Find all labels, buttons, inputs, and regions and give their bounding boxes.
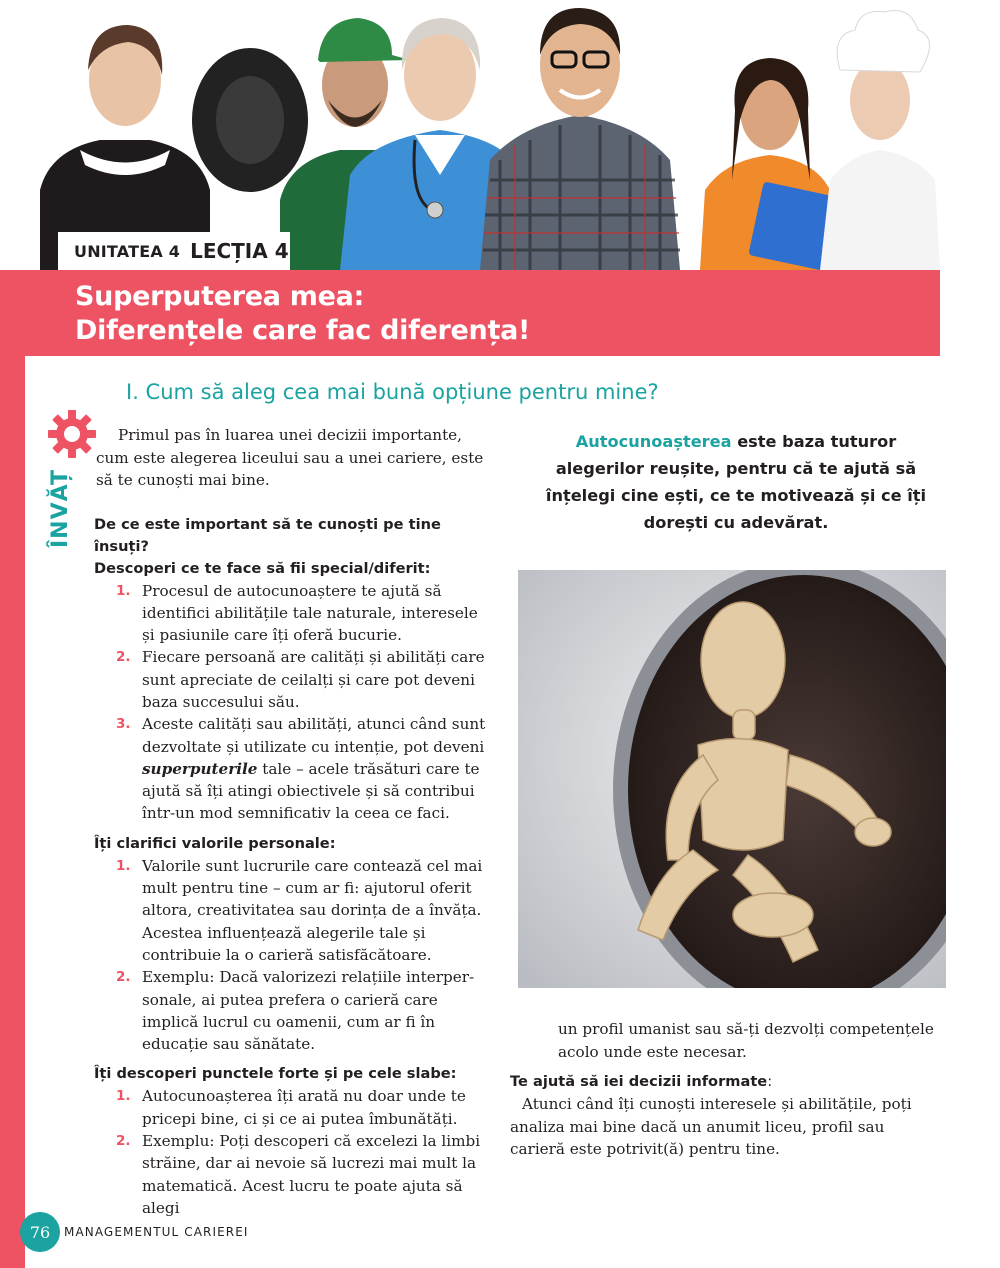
left-accent-bar	[0, 270, 25, 1268]
footer-label: MANAGEMENTUL CARIEREI	[64, 1225, 249, 1239]
subheading-personal-values: Îți clarifici valorile personale:	[94, 834, 336, 852]
person-plaid-shirt	[480, 8, 680, 270]
list-number: 2.	[116, 969, 131, 986]
section-title: I. Cum să aleg cea mai bună opțiune pentru mine?	[126, 380, 659, 404]
list-number: 1.	[116, 857, 131, 874]
list-text: Exemplu: Dacă valorizezi relațiile interpersonale, ai putea prefera o carieră care implică lucrul cu oamenii, cum ar fi în educație sau sănătate.	[142, 968, 475, 1054]
page-number-badge: 76	[20, 1212, 60, 1252]
list-number: 1.	[116, 1088, 131, 1105]
list-number: 3.	[116, 716, 131, 733]
list-text-pre: Aceste calități sau abilități, atunci când sunt dezvoltate și utilizate cu intenție, pot deveni	[142, 715, 486, 756]
lesson-title-line1: Superputerea mea:	[75, 281, 364, 312]
lesson-title	[75, 280, 530, 348]
subheading-informed-decisions	[510, 1071, 942, 1093]
list-item	[100, 855, 494, 966]
subheading-strengths-weaknesses: Îți descoperi punctele forte și pe cele slabe:	[94, 1065, 457, 1083]
list-text-emphasis: superputerile	[142, 759, 258, 778]
list-number: 1.	[116, 582, 131, 599]
lesson-title-line2: Diferențele care fac diferența!	[75, 315, 531, 346]
intro-paragraph: Primul pas în luarea unei decizii importante, cum este alegerea liceului sau a unei cariere, este să te cunoști mai bine.	[96, 426, 484, 489]
left-column	[94, 424, 494, 1219]
list-item	[100, 966, 494, 1055]
list-item	[100, 713, 494, 824]
lesson-label: LECȚIA 4	[190, 239, 289, 263]
informed-decisions-paragraph: Atunci când îți cunoști interesele și abilitățile, poți analiza mai bine dacă un anumit liceu, profil sau carieră este potrivit(ă) pentru tine.	[510, 1095, 912, 1158]
list-values	[100, 855, 494, 1056]
callout-accent: Autocunoașterea	[575, 432, 732, 451]
list-item	[100, 1130, 494, 1219]
subheading-text: Te ajută să iei decizii informate	[510, 1073, 768, 1090]
list-item	[100, 1085, 494, 1130]
list-text: Procesul de autocunoaștere te ajută să identifici abilitățile tale naturale, interesele și pasiunile care îți oferă bucurie.	[142, 581, 478, 645]
right-column	[510, 1018, 942, 1161]
list-number: 2.	[116, 1133, 131, 1150]
list-item	[100, 580, 494, 647]
list-number: 2.	[116, 649, 131, 666]
list-text: Fiecare persoană are calități și abilități care sunt apreciate de ceilalți și care pot deveni baza succesului său.	[142, 648, 485, 711]
list-self-knowledge	[100, 580, 494, 825]
list-text: Exemplu: Poți descoperi că excelezi la limbi străine, dar ai nevoie să lucrezi mai mult la matematică. Acest lucru te poate ajuta să alegi	[142, 1132, 481, 1217]
hero-professionals-image	[40, 0, 940, 270]
learn-tag	[42, 470, 82, 550]
subheading-discover-special: Descoperi ce te face să fii special/diferit:	[94, 559, 431, 577]
person-chef	[820, 10, 940, 270]
list-text-post: tale – acele trăsături care te ajută să îți atingi obiectivele și să contribui într-un mod semnificativ la ceea ce faci.	[142, 759, 480, 823]
gear-icon	[46, 408, 98, 460]
title-band	[0, 270, 940, 356]
list-item	[100, 646, 494, 713]
list-text: Autocunoașterea îți arată nu doar unde te pricepi bine, ci și ce ai putea îmbunătăți.	[142, 1087, 466, 1128]
wooden-mannequin-mirror-image	[518, 570, 946, 988]
list-text: Valorile sunt lucrurile care contează cel mai mult pentru tine – cum ar fi: ajutorul oferit altora, creativitatea sau dorința de a învăța. Acestea influențează alegerile tale și contribuie la o carieră satisfăcătoare.	[142, 856, 483, 964]
continued-paragraph: un profil umanist sau să-ți dezvolți competențele acolo unde este necesar.	[558, 1020, 934, 1061]
list-strengths	[100, 1085, 494, 1219]
subheading-why-know-yourself: De ce este important să te cunoști pe tine însuți?	[94, 515, 441, 555]
unit-label: UNITATEA 4	[74, 241, 181, 261]
unit-lesson-tab	[58, 232, 290, 270]
callout-text: este baza tuturor alegerilor reușite, pentru că te ajută să înțelegi cine ești, ce te motivează și ce îți dorești cu adevărat.	[545, 432, 927, 532]
subheading-colon: :	[767, 1073, 773, 1090]
callout-quote	[538, 428, 934, 536]
learn-tag-text: ÎNVĂȚ	[48, 469, 73, 548]
